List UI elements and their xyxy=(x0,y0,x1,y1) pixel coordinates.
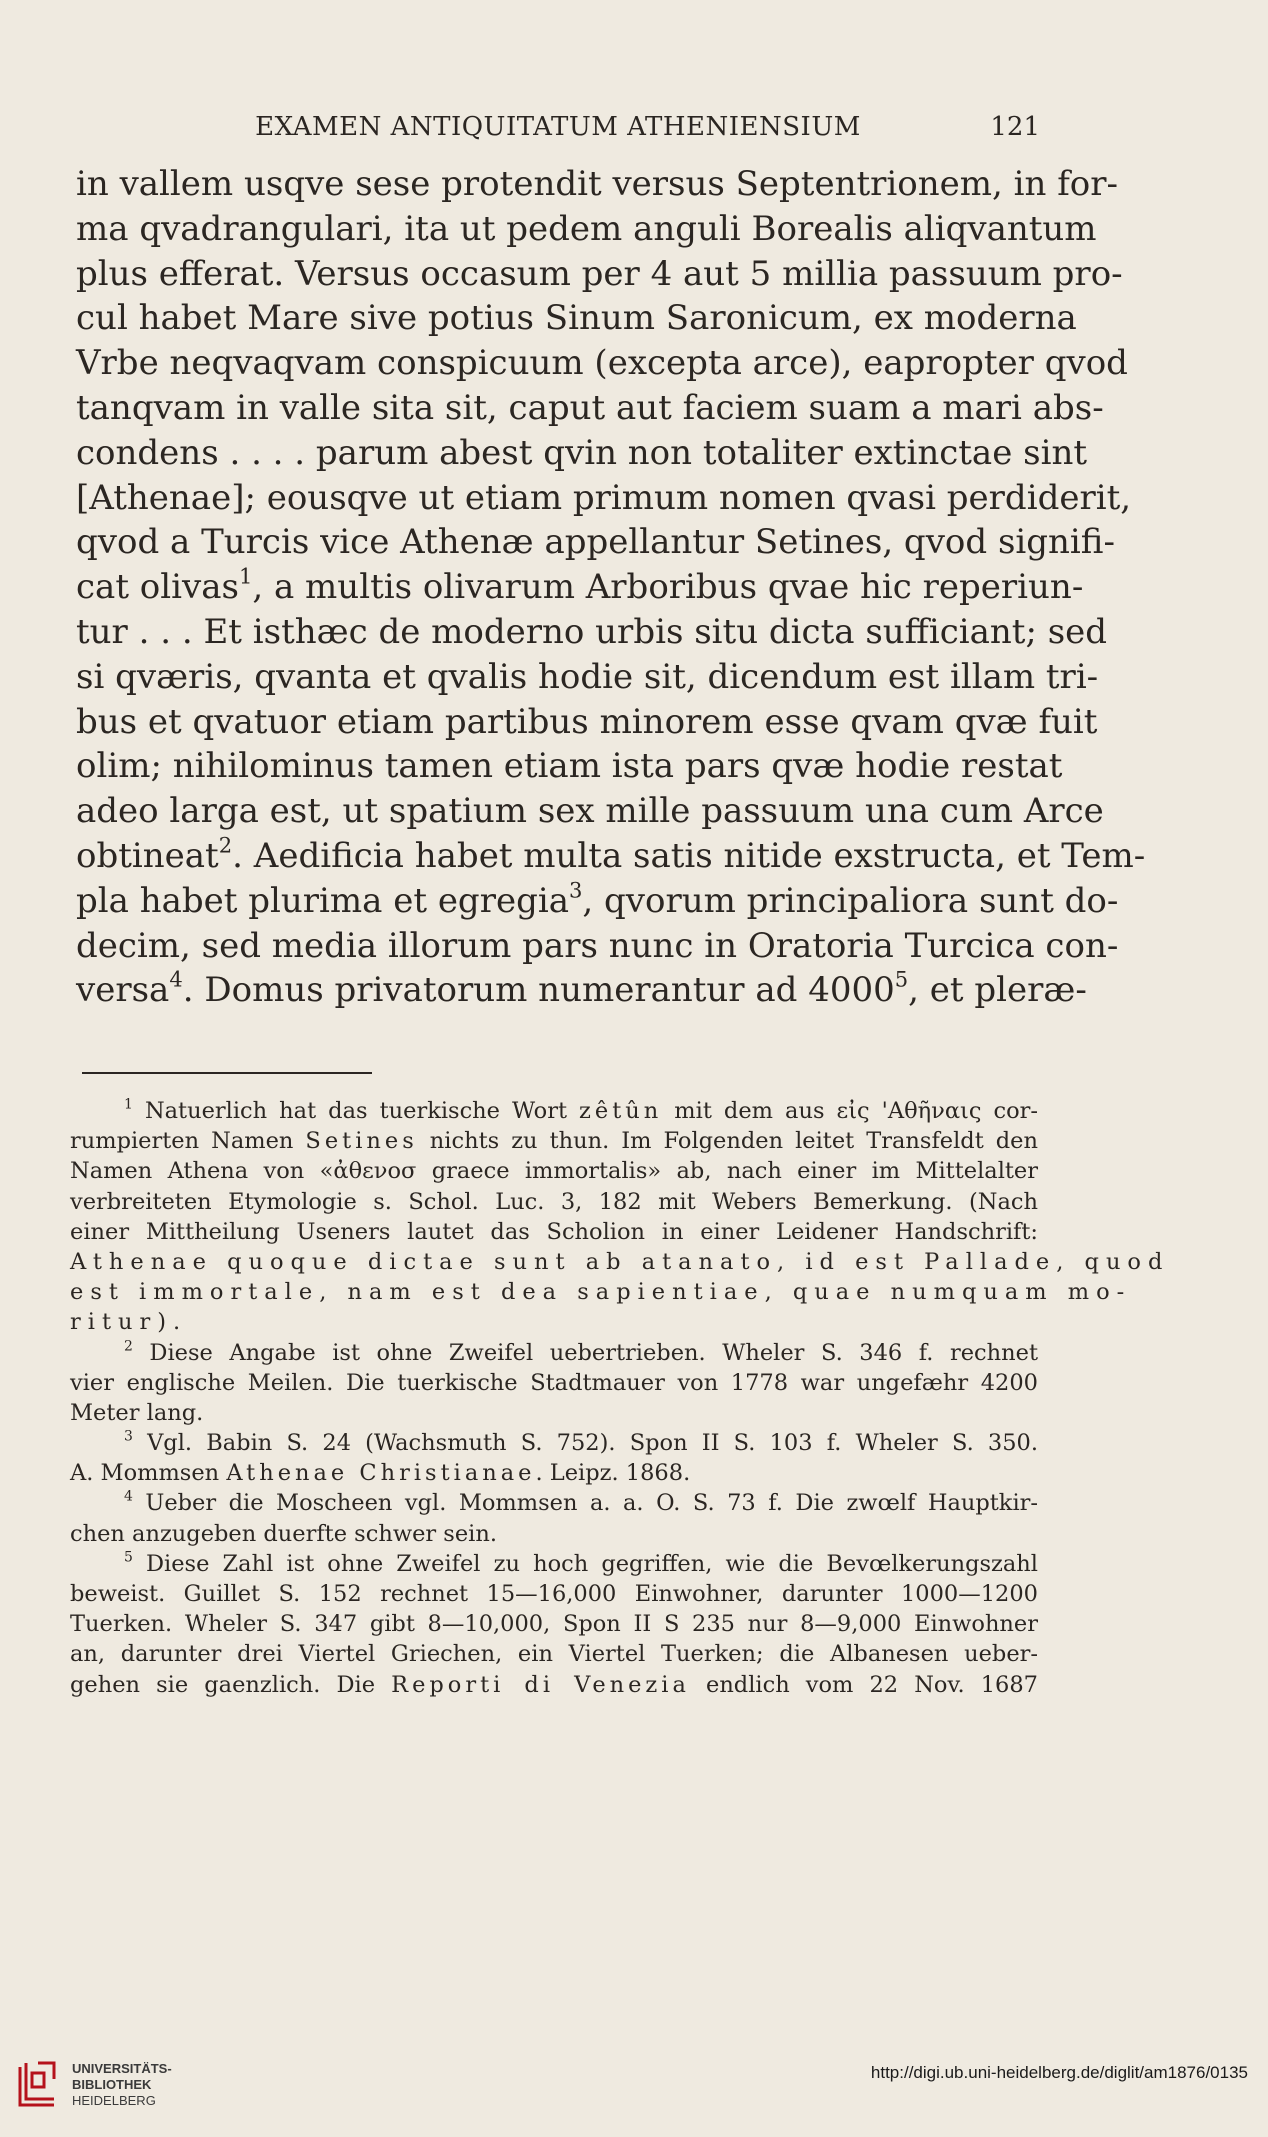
text-line: olim; nihilominus tamen etiam ista pars qvæ hodie restat xyxy=(76,746,1063,787)
footnote-line: Tuerken. Wheler S. 347 gibt 8—10,000, Spon II S 235 nur 8—9,000 Einwohner xyxy=(70,1611,1038,1638)
footnote-line: est immortale, nam est dea sapientiae, quae numquam mo- xyxy=(70,1279,1132,1306)
footnote-line: Namen Athena von «ἀθενοσ graece immortalis» ab, nach einer im Mittelalter xyxy=(70,1158,1038,1185)
page-number: 121 xyxy=(990,112,1040,142)
footnote-line: Meter lang. xyxy=(70,1399,204,1426)
footnote-ref: 4 xyxy=(169,966,183,992)
footnote-line: rumpierten Namen Setines nichts zu thun. Im Folgenden leitet Transfeldt den xyxy=(70,1128,1038,1155)
text-line: decim, sed media illorum pars nunc in Oratoria Turcica con- xyxy=(76,925,1119,966)
footnote-ref: 3 xyxy=(568,877,583,902)
institution-name: UNIVERSITÄTS- BIBLIOTHEK HEIDELBERG xyxy=(72,2061,172,2108)
text-line: qvod a Turcis vice Athenæ appellantur Setines, qvod signifi- xyxy=(76,522,1115,563)
footnote-line: verbreiteten Etymologie s. Schol. Luc. 3, 182 mit Webers Bemerkung. (Nach xyxy=(70,1188,1038,1215)
footnote-line: ritur). xyxy=(70,1309,188,1336)
footnote-line: $^3$ Vgl. Babin S. 24 (Wachsmuth S. 752). Spon II S. 103 f. Wheler S. 350. xyxy=(124,1428,1038,1457)
footnote-line: chen anzugeben duerfte schwer sein. xyxy=(70,1520,498,1547)
permalink-url[interactable]: http://digi.ub.uni-heidelberg.de/diglit/am1876/0135 xyxy=(870,2063,1248,2082)
footnotes xyxy=(70,1096,1170,1700)
footnote-line: einer Mittheilung Useners lautet das Scholion in einer Leidener Handschrift: xyxy=(70,1218,1038,1245)
page-header xyxy=(76,112,1040,152)
footnote-ref: 2 xyxy=(218,832,233,858)
library-logo-icon xyxy=(14,2059,60,2113)
text-line: condens . . . . parum abest qvin non totaliter extinctae sint xyxy=(76,432,1088,473)
footnote-line: gehen sie gaenzlich. Die Reporti di Venezia endlich vom 22 Nov. 1687 xyxy=(70,1671,1038,1698)
text-line: in vallem usqve sese protendit versus Septentrionem, in for- xyxy=(76,164,1118,204)
text-line: plus efferat. Versus occasum per 4 aut 5 millia passuum pro- xyxy=(76,253,1123,294)
footnote-line: $^4$ Ueber die Moscheen vgl. Mommsen a. a. O. S. 73 f. Die zwœlf Hauptkir- xyxy=(124,1488,1038,1517)
text-line: obtineat$^2$. Aedificia habet multa satis nitide exstructa, et Tem- xyxy=(76,832,1146,876)
footnote-line: $^1$ Natuerlich hat das tuerkische Wort zêtûn mit dem aus εἰς 'Αθῆναις cor- xyxy=(124,1096,1038,1124)
text-line: cul habet Mare sive potius Sinum Saronicum, ex moderna xyxy=(76,298,1077,339)
main-text xyxy=(76,162,1146,1013)
running-title: EXAMEN ANTIQUITATUM ATHENIENSIUM xyxy=(255,112,861,142)
text-line: [Athenae]; eousqve ut etiam primum nomen qvasi perdiderit, xyxy=(76,477,1132,518)
footnote-line: beweist. Guillet S. 152 rechnet 15—16,000 Einwohner, darunter 1000—1200 xyxy=(70,1581,1038,1607)
text-line: cat olivas$^1$, a multis olivarum Arboribus qvae hic reperiun- xyxy=(76,563,1084,608)
text-line: bus et qvatuor etiam partibus minorem esse qvam qvæ fuit xyxy=(76,701,1098,742)
text-line: tur . . . Et isthæc de moderno urbis situ dicta sufficiant; sed xyxy=(76,611,1108,652)
text-line: versa$^4$. Domus privatorum numerantur ad 4000$^5$, et pleræ- xyxy=(76,966,1087,1011)
footnote-ref: 5 xyxy=(894,966,909,992)
text-line: Vrbe neqvaqvam conspicuum (excepta arce), eapropter qvod xyxy=(76,343,1128,384)
footnote-ref: 1 xyxy=(238,563,253,589)
text-line: si qværis, qvanta et qvalis hodie sit, dicendum est illam tri- xyxy=(76,656,1099,697)
footnote-line: $^2$ Diese Angabe ist ohne Zweifel uebertrieben. Wheler S. 346 f. rechnet xyxy=(124,1337,1038,1366)
footnote-line: vier englische Meilen. Die tuerkische Stadtmauer von 1778 war ungefæhr 4200 xyxy=(70,1369,1038,1396)
text-line: ma qvadrangulari, ita ut pedem anguli Borealis aliqvantum xyxy=(76,208,1097,249)
footnote-line: $^5$ Diese Zahl ist ohne Zweifel zu hoch gegriffen, wie die Bevœlkerungszahl xyxy=(124,1549,1038,1577)
text-line: tanqvam in valle sita sit, caput aut faciem suam a mari abs- xyxy=(76,387,1104,428)
footnote-line: A. Mommsen Athenae Christianae. Leipz. 1868. xyxy=(70,1460,691,1487)
footnote-line: an, darunter drei Viertel Griechen, ein Viertel Tuerken; die Albanesen ueber- xyxy=(70,1641,1038,1668)
text-line: adeo larga est, ut spatium sex mille passuum una cum Arce xyxy=(76,791,1104,832)
digitization-footer xyxy=(0,2045,1268,2137)
footnote-divider xyxy=(82,1072,372,1074)
text-line: pla habet plurima et egregia$^3$, qvorum principaliora sunt do- xyxy=(76,877,1119,921)
footnote-line: Athenae quoque dictae sunt ab atanato, id est Pallade, quod xyxy=(70,1248,1170,1275)
